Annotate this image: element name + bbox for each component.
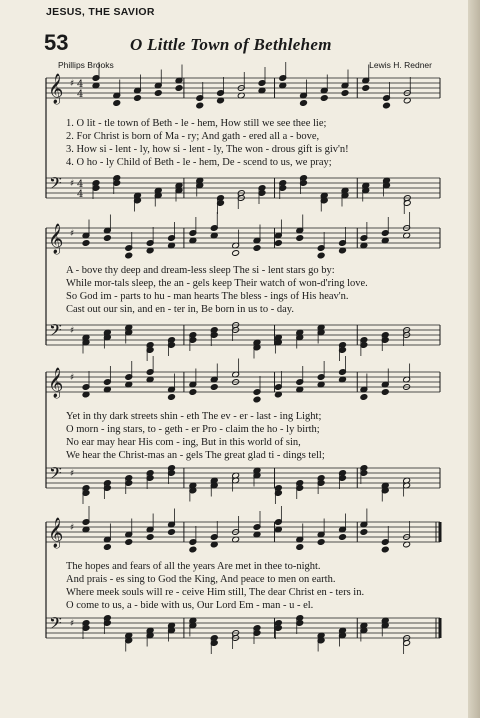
key-signature-sharp-icon: ♯ [70,469,75,479]
note-head [146,534,154,541]
key-signature-sharp-icon: ♯ [70,619,75,629]
note-head [296,544,304,551]
note-head [154,90,162,97]
treble-clef-icon: 𝄞 [48,224,64,254]
note-head [317,539,325,546]
treble-clef-icon: 𝄞 [48,518,64,548]
note-head [103,235,111,242]
key-signature-sharp-icon: ♯ [70,179,75,189]
lyric-line: A - bove thy deep and dream-less sleep The si - lent stars go by: [66,265,335,276]
note-head [381,546,389,553]
hymn-title: O Little Town of Bethlehem [130,35,332,54]
note-head [341,90,349,97]
note-head [125,539,133,546]
note-head [300,100,308,107]
note-head [381,389,389,396]
note-head [196,102,204,109]
note-head [296,235,304,242]
lyric-line: Where meek souls will re - ceive Him still, The dear Christ en - ters in. [66,587,365,598]
note-head [274,240,282,247]
lyric-line: O morn - ing stars, to - geth - er Pro - claim the ho - ly birth; [66,424,320,435]
bass-clef-icon: 𝄢 [49,320,62,344]
composer-credit: Lewis H. Redner [369,60,432,70]
note-head [125,252,133,259]
key-signature-sharp-icon: ♯ [70,373,75,383]
note-head [362,85,370,92]
note-head [82,240,90,247]
lyric-line: 3. How si - lent - ly, how si - lent - ly, The won - drous gift is giv'n! [66,144,349,155]
note-head [253,396,261,403]
bass-clef-icon: 𝄢 [49,463,62,487]
lyricist-credit: Phillips Brooks [58,60,114,70]
treble-clef-icon: 𝄞 [48,74,64,104]
treble-clef-icon: 𝄞 [48,368,64,398]
note-head [168,529,176,536]
note-head [383,102,391,109]
note-head [253,245,261,252]
key-signature-sharp-icon: ♯ [70,79,75,89]
key-signature-sharp-icon: ♯ [70,523,75,533]
note-head [320,95,328,102]
note-head [360,394,368,401]
time-signature: 4 [77,189,84,200]
hymn-number: 53 [44,30,69,55]
lyric-line: So God im - parts to hu - man hearts The bless - ings of His heav'n. [66,291,349,302]
lyric-line: No ear may hear His com - ing, But in this world of sin, [66,437,301,448]
lyric-line: O come to us, a - bide with us, Our Lord Em - man - u - el. [66,600,314,611]
key-signature-sharp-icon: ♯ [70,229,75,239]
note-head [134,95,142,102]
lyric-line: 1. O lit - tle town of Beth - le - hem, How still we see thee lie; [66,118,327,129]
lyric-line: Cast out our sin, and en - ter in, Be born in us to - day. [66,304,294,315]
note-head [189,546,197,553]
note-head [189,389,197,396]
lyric-line: 4. O ho - ly Child of Beth - le - hem, De - scend to us, we pray; [66,157,332,168]
lyric-line: Yet in thy dark streets shin - eth The ev - er - last - ing Light; [66,411,322,422]
note-head [360,529,368,536]
time-signature: 4 [77,179,84,190]
bass-clef-icon: 𝄢 [49,613,62,637]
lyric-line: We hear the Christ-mas an - gels The great glad ti - dings tell; [66,450,325,461]
note-head [113,100,121,107]
section-header: JESUS, THE SAVIOR [46,6,155,18]
note-head [210,384,218,391]
key-signature-sharp-icon: ♯ [70,326,75,336]
note-head [168,394,176,401]
bass-clef-icon: 𝄢 [49,173,62,197]
lyric-line: And prais - es sing to God the King, And peace to men on earth. [66,574,336,585]
lyric-line: While mor-tals sleep, the an - gels keep Their watch of won-d'ring love. [66,278,368,289]
note-head [175,85,183,92]
note-head [232,250,240,257]
lyric-line: The hopes and fears of all the years Are met in thee to-night. [66,561,321,572]
time-signature: 4 [77,89,84,100]
time-signature: 4 [77,79,84,90]
note-head [339,534,347,541]
note-head [317,252,325,259]
lyric-line: 2. For Christ is born of Ma - ry; And gath - ered all a - bove, [66,131,320,142]
note-head [103,544,111,551]
